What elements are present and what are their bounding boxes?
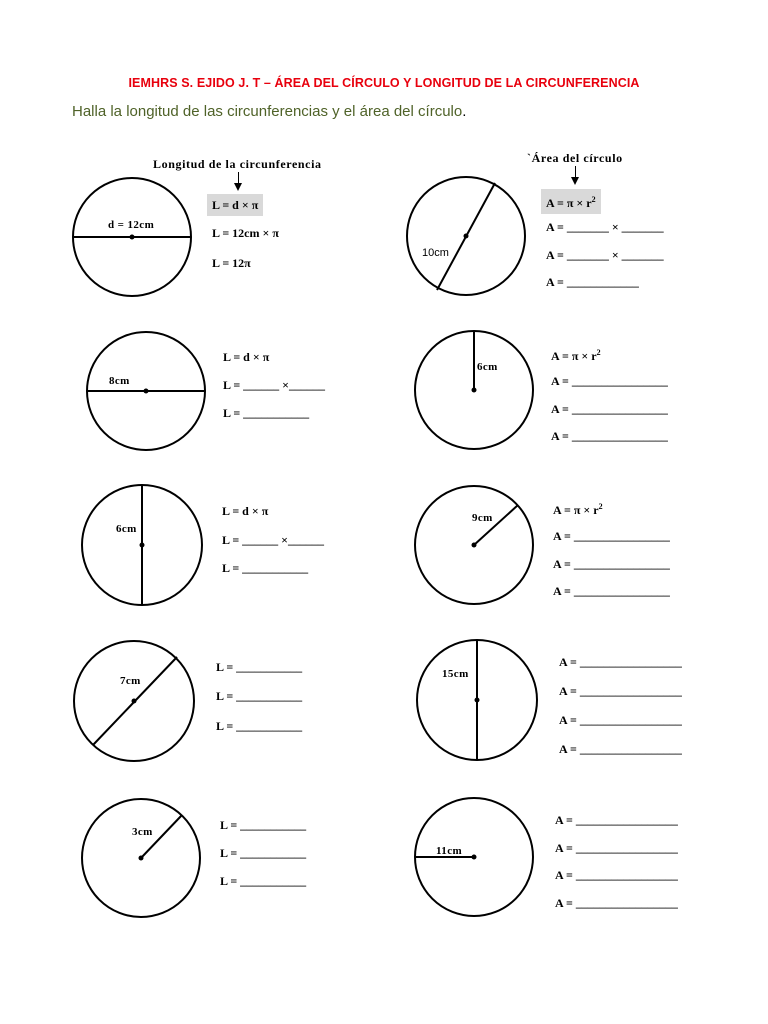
right-2-formula-4: A = ________________ bbox=[551, 429, 668, 443]
circle-right-5 bbox=[415, 798, 533, 916]
right-2-formula-1 bbox=[551, 346, 601, 363]
right-4-formula-2: A = _________________ bbox=[559, 684, 682, 698]
circle-right-5-label: 11cm bbox=[436, 845, 463, 857]
right-1-formula-3: A = _______ × _______ bbox=[546, 248, 664, 262]
left-4-formula-2: L = ___________ bbox=[216, 689, 303, 703]
right-1-formula-1 bbox=[541, 189, 601, 214]
circle-right-3-label: 9cm bbox=[472, 512, 493, 524]
right-3-formula-4: A = ________________ bbox=[553, 584, 670, 598]
circle-right-2 bbox=[415, 331, 533, 449]
right-1-formula-1-text: A = π × r bbox=[546, 196, 592, 210]
circle-left-3-label: 6cm bbox=[116, 523, 137, 535]
left-3-formula-2: L = ______ ×______ bbox=[222, 533, 325, 547]
circle-left-1-label: d = 12cm bbox=[108, 219, 155, 231]
right-1-formula-2: A = _______ × _______ bbox=[546, 220, 664, 234]
right-2-formula-1-text: A = π × r bbox=[551, 349, 597, 363]
circle-left-4 bbox=[74, 641, 194, 761]
squared-exponent: 2 bbox=[598, 502, 603, 511]
left-1-formula-1 bbox=[207, 194, 263, 216]
right-5-formula-4: A = _________________ bbox=[555, 896, 678, 910]
left-2-formula-2: L = ______ ×______ bbox=[223, 378, 326, 392]
left-2-formula-1: L = d × π bbox=[223, 350, 270, 364]
instruction-main: Halla la longitud de las circunferencias y el área del círculo bbox=[72, 103, 463, 120]
circle-right-3 bbox=[415, 486, 533, 604]
right-3-formula-1 bbox=[553, 500, 603, 517]
right-5-formula-3: A = _________________ bbox=[555, 868, 678, 882]
left-3-formula-3: L = ___________ bbox=[222, 561, 309, 575]
left-1-formula-3: L = 12π bbox=[212, 256, 251, 270]
right-3-formula-1-text: A = π × r bbox=[553, 503, 599, 517]
squared-exponent: 2 bbox=[596, 348, 601, 357]
circle-left-4-label: 7cm bbox=[120, 675, 141, 687]
circle-left-1 bbox=[73, 178, 191, 296]
right-2-formula-3: A = ________________ bbox=[551, 402, 668, 416]
right-4-formula-1: A = _________________ bbox=[559, 655, 682, 669]
circle-right-4-label: 15cm bbox=[442, 668, 469, 680]
right-2-formula-2: A = ________________ bbox=[551, 374, 668, 388]
right-5-formula-2: A = _________________ bbox=[555, 841, 678, 855]
circle-right-4 bbox=[417, 640, 537, 760]
circle-left-3 bbox=[82, 485, 202, 605]
left-1-formula-2: L = 12cm × π bbox=[212, 226, 279, 240]
left-4-formula-1: L = ___________ bbox=[216, 660, 303, 674]
right-1-formula-4: A = ____________ bbox=[546, 275, 639, 289]
circle-left-5 bbox=[82, 799, 200, 917]
right-3-formula-3: A = ________________ bbox=[553, 557, 670, 571]
left-1-formula-1-text: L = d × π bbox=[212, 198, 259, 212]
right-4-formula-4: A = _________________ bbox=[559, 742, 682, 756]
circle-right-1-label: 10cm bbox=[422, 247, 449, 259]
left-5-formula-1: L = ___________ bbox=[220, 818, 307, 832]
left-2-formula-3: L = ___________ bbox=[223, 406, 310, 420]
right-5-formula-1: A = _________________ bbox=[555, 813, 678, 827]
page-title: IEMHRS S. EJIDO J. T – ÁREA DEL CÍRCULO Y LONGITUD DE LA CIRCUNFERENCIA bbox=[128, 76, 640, 90]
squared-exponent: 2 bbox=[591, 195, 596, 204]
right-column-header: `Área del círculo bbox=[527, 151, 623, 165]
right-3-formula-2: A = ________________ bbox=[553, 529, 670, 543]
left-5-formula-2: L = ___________ bbox=[220, 846, 307, 860]
circle-left-5-label: 3cm bbox=[132, 826, 153, 838]
circle-right-1 bbox=[407, 177, 525, 295]
circle-right-2-label: 6cm bbox=[477, 361, 498, 373]
circle-left-2-label: 8cm bbox=[109, 375, 130, 387]
left-column-header: Longitud de la circunferencia bbox=[153, 157, 322, 171]
left-4-formula-3: L = ___________ bbox=[216, 719, 303, 733]
instruction-period: . bbox=[462, 103, 467, 120]
circle-left-2 bbox=[87, 332, 205, 450]
right-4-formula-3: A = _________________ bbox=[559, 713, 682, 727]
left-5-formula-3: L = ___________ bbox=[220, 874, 307, 888]
left-3-formula-1: L = d × π bbox=[222, 504, 269, 518]
